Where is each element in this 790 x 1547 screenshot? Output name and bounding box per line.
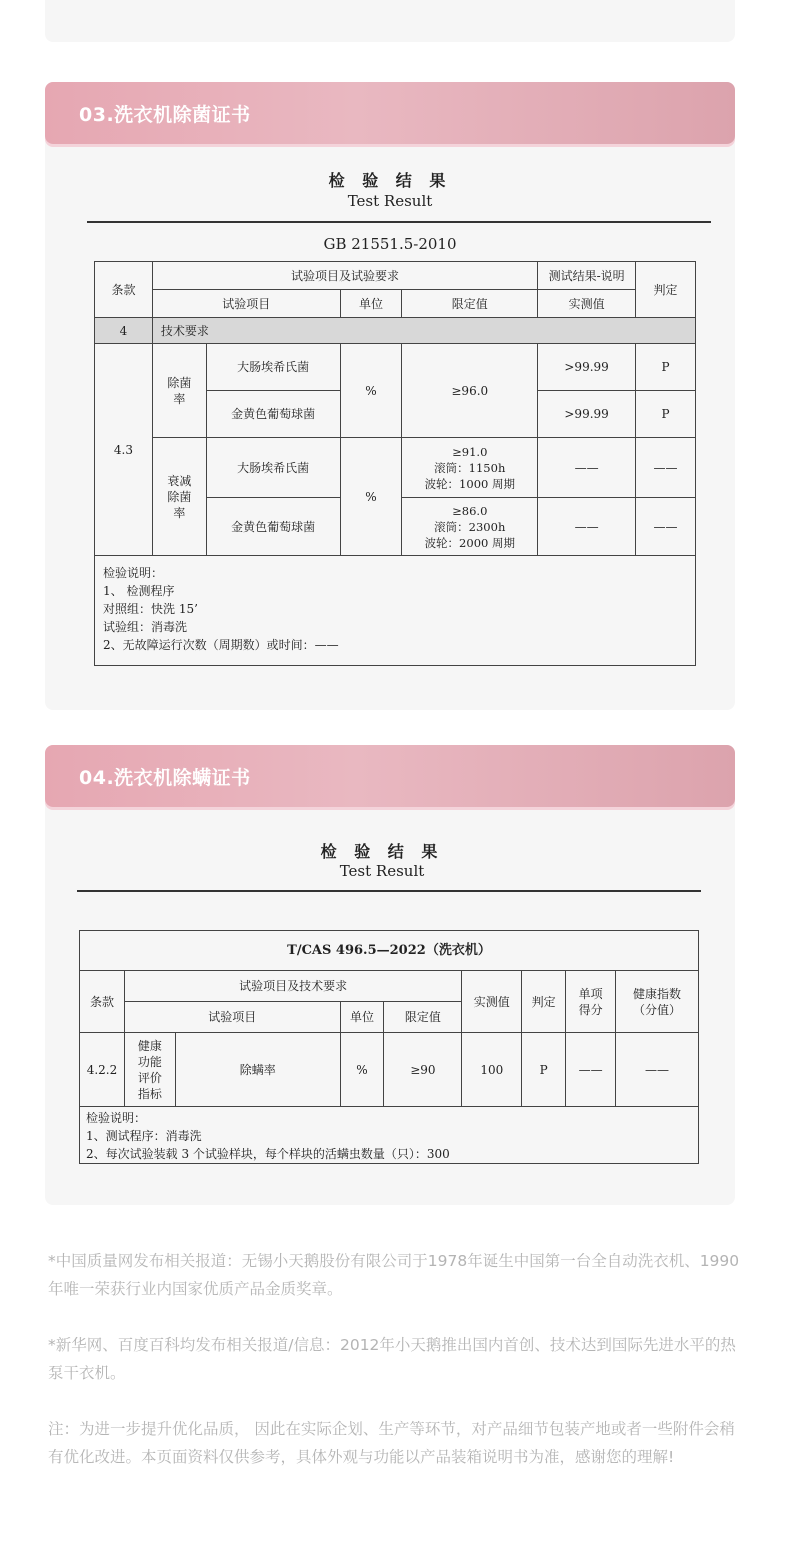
section-title: 03.洗衣机除菌证书 (79, 104, 251, 126)
title-rule (87, 221, 711, 223)
header-judge: 判定 (636, 262, 696, 318)
result-table (94, 261, 696, 666)
header-clause: 条款 (95, 262, 153, 318)
table-cell-score: —— (566, 1033, 616, 1107)
table-cell-item: 金黄色葡萄球菌 (206, 391, 340, 438)
table-cell-item: 金黄色葡萄球菌 (206, 498, 340, 556)
clause-4-3: 4.3 (95, 344, 153, 556)
table-cell-judge: P (636, 344, 696, 391)
doc-title-cn: 检 验 结 果 (328, 171, 452, 190)
sterilization-certificate-card (45, 82, 735, 710)
standard-code: T/CAS 496.5—2022（洗衣机） (80, 931, 699, 971)
table-cell-clause: 4.2.2 (80, 1033, 125, 1107)
section-title: 04.洗衣机除螨证书 (79, 767, 251, 789)
group-decay-rate: 衰减 除菌 率 (152, 438, 206, 556)
table-cell-judge: —— (636, 498, 696, 556)
header-health-index: 健康指数 （分值） (616, 971, 699, 1033)
header-items-req: 试验项目及技术要求 (124, 971, 461, 1002)
result-table (79, 930, 699, 1164)
header-measured: 实测值 (462, 971, 522, 1033)
header-judge: 判定 (522, 971, 566, 1033)
header-items-req: 试验项目及试验要求 (152, 262, 537, 290)
header-measured: 实测值 (538, 290, 636, 318)
certificate-document (45, 745, 735, 1205)
doc-title-en: Test Result (347, 192, 433, 210)
table-cell-limit: ≥90 (384, 1033, 462, 1107)
table-cell-measured: >99.99 (538, 391, 636, 438)
table-cell-item: 除螨率 (175, 1033, 340, 1107)
certificate-document (45, 82, 735, 710)
previous-card (45, 0, 735, 42)
table-cell-measured: >99.99 (538, 344, 636, 391)
table-cell-judge: —— (636, 438, 696, 498)
table-cell-unit: % (340, 344, 402, 438)
table-cell-unit: % (340, 438, 402, 556)
table-cell-item: 大肠埃希氏菌 (206, 344, 340, 391)
section-label: 技术要求 (152, 318, 695, 344)
title-rule (77, 890, 701, 892)
doc-title-cn: 检 验 结 果 (320, 842, 444, 861)
header-unit: 单位 (340, 290, 402, 318)
footnote-heat-pump: *新华网、百度百科均发布相关报道/信息：2012年小天鹅推出国内首创、技术达到国际先进水平的热泵干衣机。 (48, 1336, 736, 1382)
inspection-notes: 检验说明： 1、测试程序：消毒洗 2、每次试验装载 3 个试验样块，每个样块的活螨虫数量（只）：300 (80, 1107, 699, 1164)
mite-removal-certificate-card (45, 745, 735, 1205)
table-cell-limit: ≥91.0 滚筒：1150h 波轮：1000 周期 (402, 438, 538, 498)
header-clause: 条款 (80, 971, 125, 1033)
standard-code: GB 21551.5-2010 (323, 235, 457, 253)
table-cell-item: 大肠埃希氏菌 (206, 438, 340, 498)
table-cell-judge: P (522, 1033, 566, 1107)
inspection-notes: 检验说明： 1、 检测程序 对照组：快洗 15’ 试验组：消毒洗 2、无故障运行次数（周期数）或时间：—— (95, 556, 696, 666)
section-clause: 4 (95, 318, 153, 344)
doc-title-en: Test Result (339, 862, 425, 880)
footnote-disclaimer: 注：为进一步提升优化品质， 因此在实际企划、生产等环节，对产品细节包装产地或者一些附件会稍有优化改进。本页面资料仅供参考，具体外观与功能以产品装箱说明书为准，感谢您的理解! (48, 1420, 735, 1466)
header-item: 试验项目 (152, 290, 340, 318)
footnote-history: *中国质量网发布相关报道：无锡小天鹅股份有限公司于1978年诞生中国第一台全自动洗衣机、1990年唯一荣获行业内国家优质产品金质奖章。 (48, 1252, 740, 1298)
header-item: 试验项目 (124, 1002, 340, 1033)
header-unit: 单位 (340, 1002, 384, 1033)
header-limit: 限定值 (384, 1002, 462, 1033)
header-score: 单项 得分 (566, 971, 616, 1033)
header-result-note: 测试结果-说明 (538, 262, 636, 290)
header-limit: 限定值 (402, 290, 538, 318)
table-cell-category: 健康 功能 评价 指标 (124, 1033, 175, 1107)
table-cell-measured: 100 (462, 1033, 522, 1107)
table-cell-unit: % (340, 1033, 384, 1107)
table-cell-limit: ≥96.0 (402, 344, 538, 438)
table-cell-measured: —— (538, 438, 636, 498)
table-cell-judge: P (636, 391, 696, 438)
table-cell-health-index: —— (616, 1033, 699, 1107)
table-cell-measured: —— (538, 498, 636, 556)
table-cell-limit: ≥86.0 滚筒：2300h 波轮：2000 周期 (402, 498, 538, 556)
group-sterilization-rate: 除菌 率 (152, 344, 206, 438)
